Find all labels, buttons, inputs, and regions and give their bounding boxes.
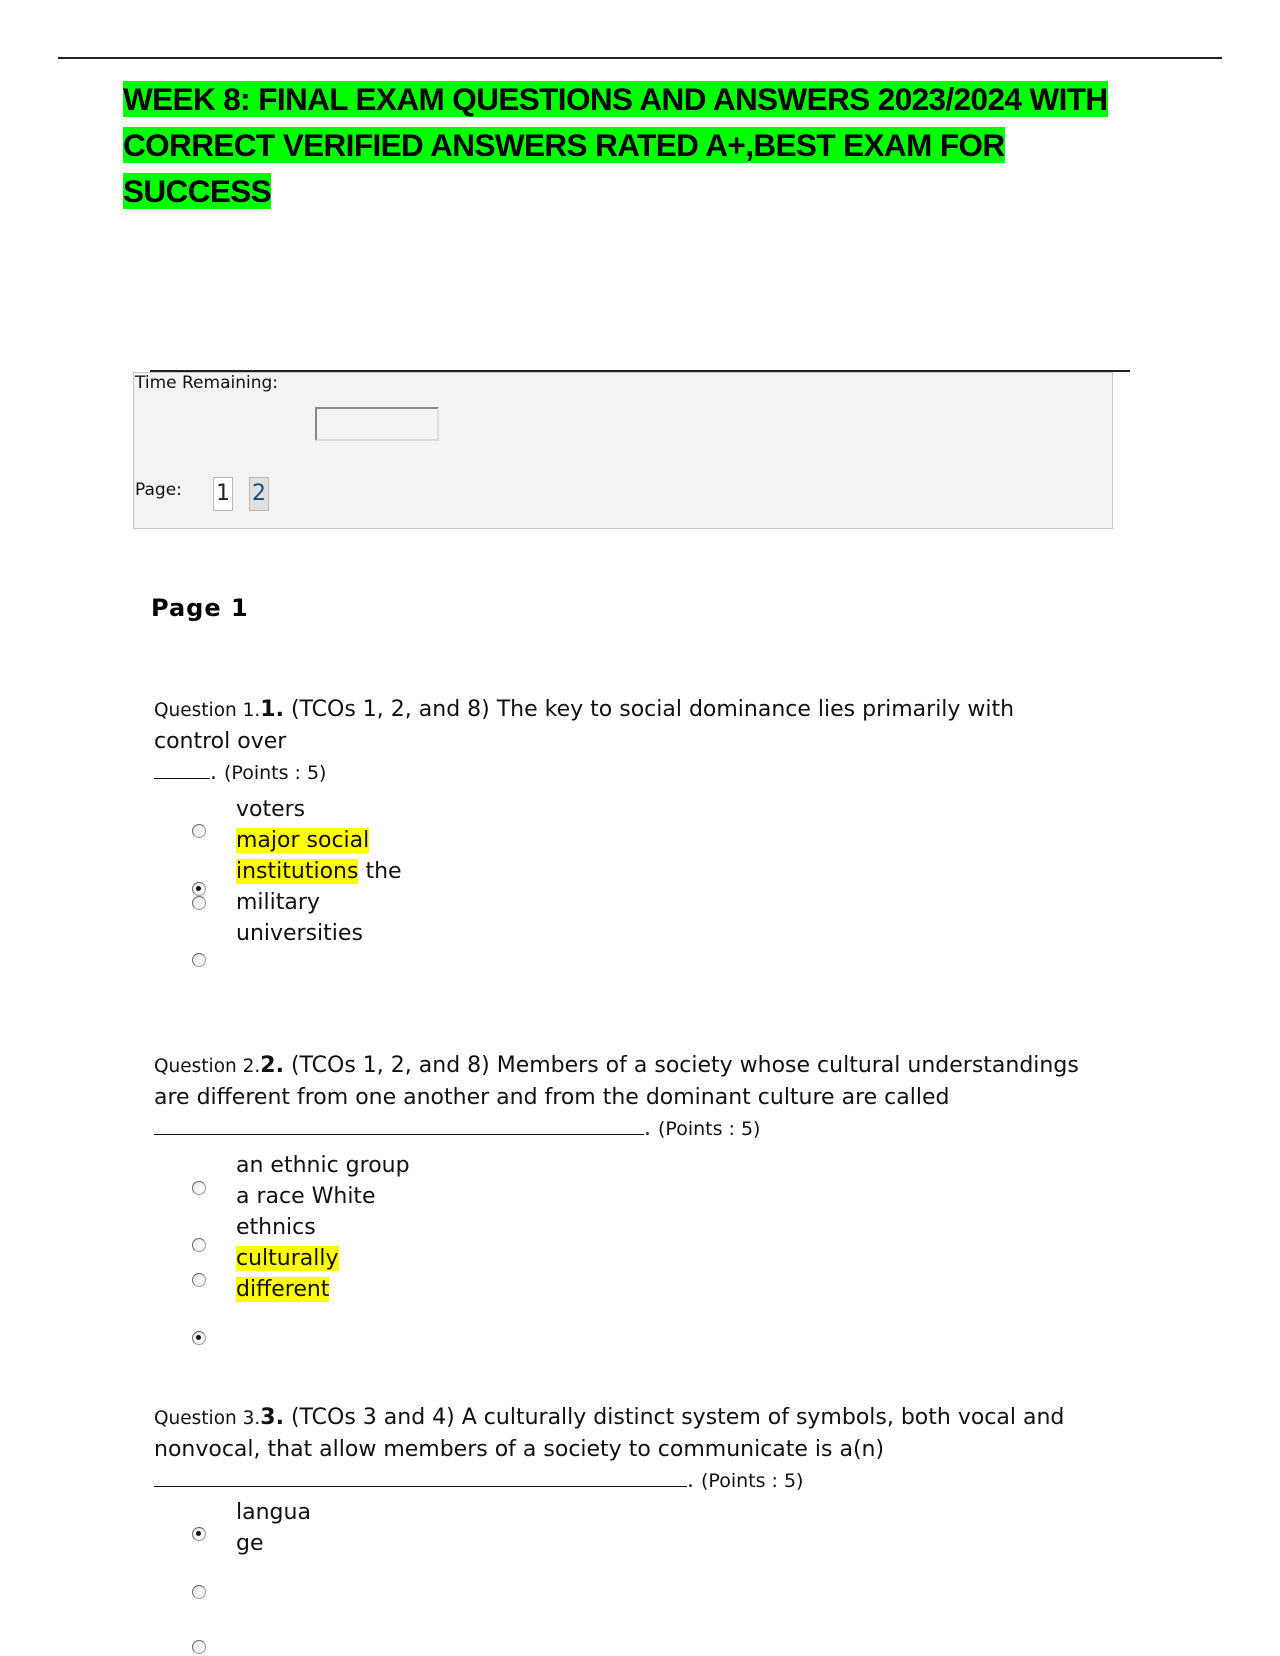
question-1-period: . <box>210 760 217 785</box>
question-3-points: (Points : 5) <box>701 1470 804 1492</box>
answer-text: an ethnic group a race White ethnics <box>236 1153 410 1240</box>
question-1-radio-voters[interactable] <box>192 824 206 838</box>
question-2 <box>154 1050 1094 1145</box>
page-button-2[interactable]: 2 <box>249 477 269 511</box>
top-rule <box>58 57 1222 59</box>
question-3-text: (TCOs 3 and 4) A culturally distinct system of symbols, both vocal and nonvocal, that allow members of a society to communicate is a(n) <box>154 1405 1065 1462</box>
answer-highlighted: major social institutions <box>236 828 370 884</box>
question-2-radio-a-race[interactable] <box>192 1238 206 1252</box>
question-1-answers <box>236 794 426 949</box>
question-2-period: . <box>644 1116 651 1141</box>
question-3-blank <box>154 1466 687 1487</box>
question-1-label: Question 1. <box>154 700 261 721</box>
question-3-number: 3. <box>260 1405 284 1430</box>
page-button-1[interactable]: 1 <box>213 477 233 511</box>
answer-text: voters <box>236 797 306 822</box>
document-title <box>123 76 1123 214</box>
question-1-text: (TCOs 1, 2, and 8) The key to social dominance lies primarily with control over <box>154 697 1015 754</box>
question-1-radio-the-military[interactable] <box>192 896 206 910</box>
question-2-radio-an-ethnic-group[interactable] <box>192 1181 206 1195</box>
time-remaining-label: Time Remaining: <box>135 373 279 393</box>
time-remaining-field <box>315 407 439 441</box>
question-1-number: 1. <box>260 697 284 722</box>
question-3-radio-option-3[interactable] <box>192 1640 206 1654</box>
question-3-radio-option-2[interactable] <box>192 1585 206 1599</box>
question-2-label: Question 2. <box>154 1056 261 1077</box>
question-1-radio-major-social-institutions[interactable] <box>192 882 206 896</box>
page-label: Page: <box>135 480 182 500</box>
question-3-period: . <box>687 1468 694 1493</box>
question-1-radio-universities[interactable] <box>192 953 206 967</box>
question-2-answers <box>236 1150 426 1305</box>
page-heading: Page 1 <box>151 594 249 622</box>
exam-panel <box>133 372 1113 529</box>
answer-text: the military universities <box>236 859 402 946</box>
question-1-blank <box>154 758 210 779</box>
question-2-text: (TCOs 1, 2, and 8) Members of a society whose cultural understandings are different from one another and from the dominant culture are called <box>154 1053 1079 1110</box>
question-2-blank <box>154 1114 644 1135</box>
answer-text: langua ge <box>236 1500 311 1556</box>
question-2-number: 2. <box>260 1053 284 1078</box>
question-3-answers <box>236 1497 316 1559</box>
document-title-text: WEEK 8: FINAL EXAM QUESTIONS AND ANSWERS 2023/2024 WITH CORRECT VERIFIED ANSWERS RATED A+,BEST EXAM FOR SUCCESS <box>123 81 1108 209</box>
question-2-points: (Points : 5) <box>658 1118 761 1140</box>
question-2-radio-culturally-different[interactable] <box>192 1331 206 1345</box>
question-3-radio-language[interactable] <box>192 1527 206 1541</box>
answer-highlighted: culturally different <box>236 1246 339 1302</box>
question-1 <box>154 694 1094 789</box>
question-2-radio-white-ethnics[interactable] <box>192 1273 206 1287</box>
question-3-label: Question 3. <box>154 1408 261 1429</box>
question-3 <box>154 1402 1094 1497</box>
question-1-points: (Points : 5) <box>224 762 327 784</box>
